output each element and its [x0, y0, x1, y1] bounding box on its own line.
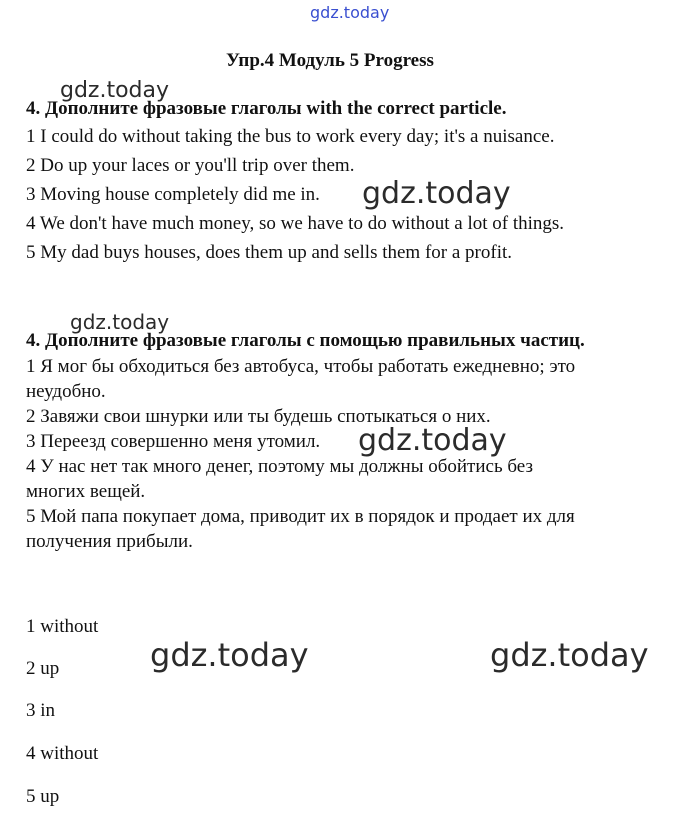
english-line-4: 4 We don't have much money, so we have to do without a lot of things. — [26, 213, 565, 234]
watermark: gdz.today — [60, 78, 170, 103]
russian-line-8: получения прибыли. — [26, 531, 193, 552]
watermark: gdz.today — [358, 423, 507, 458]
watermark: gdz.today — [70, 310, 170, 334]
russian-line-7: 5 Мой папа покупает дома, приводит их в порядок и продает их для — [26, 506, 575, 527]
page-title: Упр.4 Модуль 5 Progress — [226, 50, 434, 71]
answer-5: 5 up — [26, 786, 60, 807]
english-line-5: 5 My dad buys houses, does them up and sells them for a profit. — [26, 242, 513, 263]
russian-line-4: 3 Переезд совершенно меня утомил. — [26, 431, 321, 452]
answer-1: 1 without — [26, 616, 99, 637]
english-line-3: 3 Moving house completely did me in. — [26, 184, 320, 205]
russian-line-2: неудобно. — [26, 381, 106, 402]
watermark-top: gdz.today — [310, 3, 390, 22]
russian-heading: 4. Дополните фразовые глаголы с помощью правильных частиц. — [26, 330, 585, 351]
russian-line-3: 2 Завяжи свои шнурки или ты будешь спотыкаться о них. — [26, 406, 491, 427]
answer-2: 2 up — [26, 658, 60, 679]
english-line-2: 2 Do up your laces or you'll trip over them. — [26, 155, 355, 176]
watermark: gdz.today — [150, 636, 309, 674]
english-heading: 4. Дополните фразовые глаголы with the correct particle. — [26, 98, 507, 119]
answer-3: 3 in — [26, 700, 56, 721]
watermark: gdz.today — [362, 176, 511, 211]
answer-4: 4 without — [26, 743, 99, 764]
russian-line-6: многих вещей. — [26, 481, 146, 502]
russian-line-5: 4 У нас нет так много денег, поэтому мы должны обойтись без — [26, 456, 533, 477]
watermark: gdz.today — [490, 636, 649, 674]
russian-line-1: 1 Я мог бы обходиться без автобуса, чтобы работать ежедневно; это — [26, 356, 576, 377]
english-line-1: 1 I could do without taking the bus to work every day; it's a nuisance. — [26, 126, 555, 147]
